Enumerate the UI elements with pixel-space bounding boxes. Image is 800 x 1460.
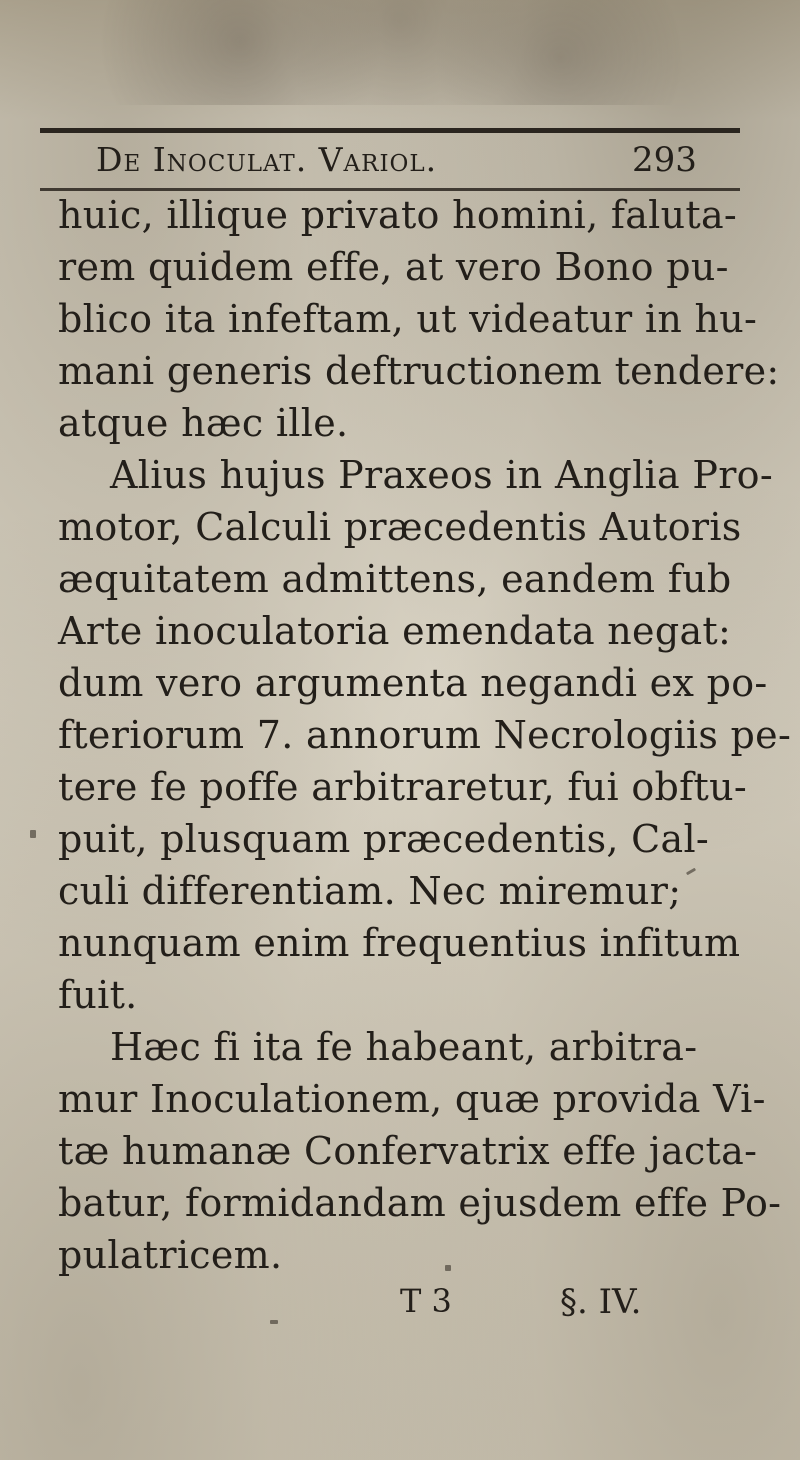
text-line: batur, formidandam ejusdem effe Po- bbox=[58, 1181, 782, 1225]
text-line: puit, plusquam præcedentis, Cal- bbox=[58, 817, 710, 861]
text-line: Hæc fi ita fe habeant, arbitra- bbox=[110, 1025, 698, 1069]
signature-mark: T 3 bbox=[400, 1282, 452, 1320]
header-rule-bottom bbox=[40, 188, 740, 191]
text-line: fteriorum 7. annorum Necrologiis pe- bbox=[58, 713, 792, 757]
text-line: mur Inoculationem, quæ provida Vi- bbox=[58, 1077, 766, 1121]
text-line: tæ humanæ Confervatrix effe jacta- bbox=[58, 1129, 758, 1173]
text-line: atque hæc ille. bbox=[58, 401, 349, 445]
text-line: fuit. bbox=[58, 973, 138, 1017]
text-line: tere fe poffe arbitraretur, fui obftu- bbox=[58, 765, 747, 809]
page-number: 293 bbox=[632, 140, 697, 180]
text-line: culi differentiam. Nec miremur; bbox=[58, 869, 682, 913]
text-line: pulatricem. bbox=[58, 1233, 283, 1277]
text-line: blico ita infeftam, ut videatur in hu- bbox=[58, 297, 758, 341]
text-line: huic, illique privato homini, faluta- bbox=[58, 193, 738, 237]
page-header bbox=[0, 134, 800, 188]
ink-speck bbox=[30, 830, 36, 838]
show-through-from-previous-page bbox=[0, 0, 800, 105]
text-line: æquitatem admittens, eandem fub bbox=[58, 557, 732, 601]
text-line: Arte inoculatoria emendata negat: bbox=[58, 609, 732, 653]
ink-speck bbox=[270, 1320, 278, 1324]
text-line: Alius hujus Praxeos in Anglia Pro- bbox=[110, 453, 773, 497]
running-head: De Inoculat. Variol. bbox=[96, 140, 438, 179]
text-line: dum vero argumenta negandi ex po- bbox=[58, 661, 768, 705]
text-line: rem quidem effe, at vero Bono pu- bbox=[58, 245, 729, 289]
text-line: motor, Calculi præcedentis Autoris bbox=[58, 505, 742, 549]
ink-speck bbox=[445, 1265, 451, 1271]
header-rule-top bbox=[40, 128, 740, 133]
text-line: mani generis deftructionem tendere: bbox=[58, 349, 780, 393]
catchword: §. IV. bbox=[560, 1282, 642, 1322]
text-line: nunquam enim frequentius infitum bbox=[58, 921, 741, 965]
